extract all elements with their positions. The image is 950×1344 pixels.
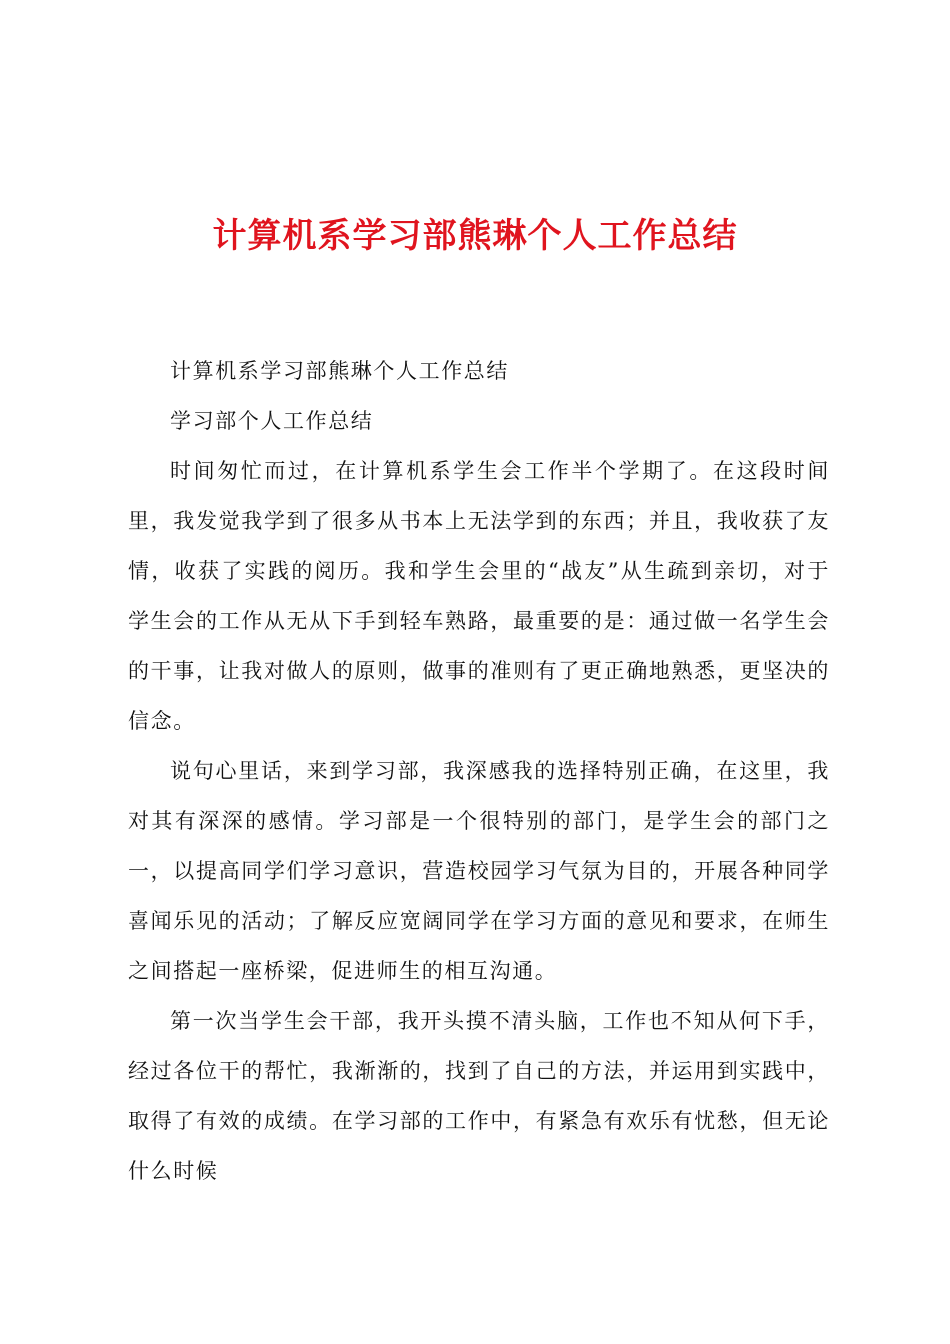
paragraph-1: 时间匆忙而过，在计算机系学生会工作半个学期了。在这段时间里，我发觉我学到了很多从书本上无法学到的东西；并且，我收获了友情，收获了实践的阅历。我和学生会里的“战友”从生疏到亲切，对于学生会的工作从无从下手到轻车熟路，最重要的是：通过做一名学生会的干事，让我对做人的原则，做事的准则有了更正确地熟悉，更坚决的信念。 (128, 459, 830, 733)
document-title: 计算机系学习部熊琳个人工作总结 (212, 216, 738, 256)
paragraph-section-heading: 学习部个人工作总结 (170, 409, 374, 433)
document-body (128, 346, 830, 1196)
paragraph-2: 说句心里话，来到学习部，我深感我的选择特别正确，在这里，我对其有深深的感情。学习部是一个很特别的部门，是学生会的部门之一，以提高同学们学习意识，营造校园学习气氛为目的，开展各种同学喜闻乐见的活动；了解反应宽阔同学在学习方面的意见和要求，在师生之间搭起一座桥梁，促进师生的相互沟通。 (128, 759, 830, 983)
paragraph-subtitle: 计算机系学习部熊琳个人工作总结 (170, 359, 509, 383)
paragraph-3: 第一次当学生会干部，我开头摸不清头脑，工作也不知从何下手，经过各位干的帮忙，我渐渐的，找到了自己的方法，并运用到实践中，取得了有效的成绩。在学习部的工作中，有紧急有欢乐有忧愁，但无论什么时候 (128, 1009, 830, 1183)
